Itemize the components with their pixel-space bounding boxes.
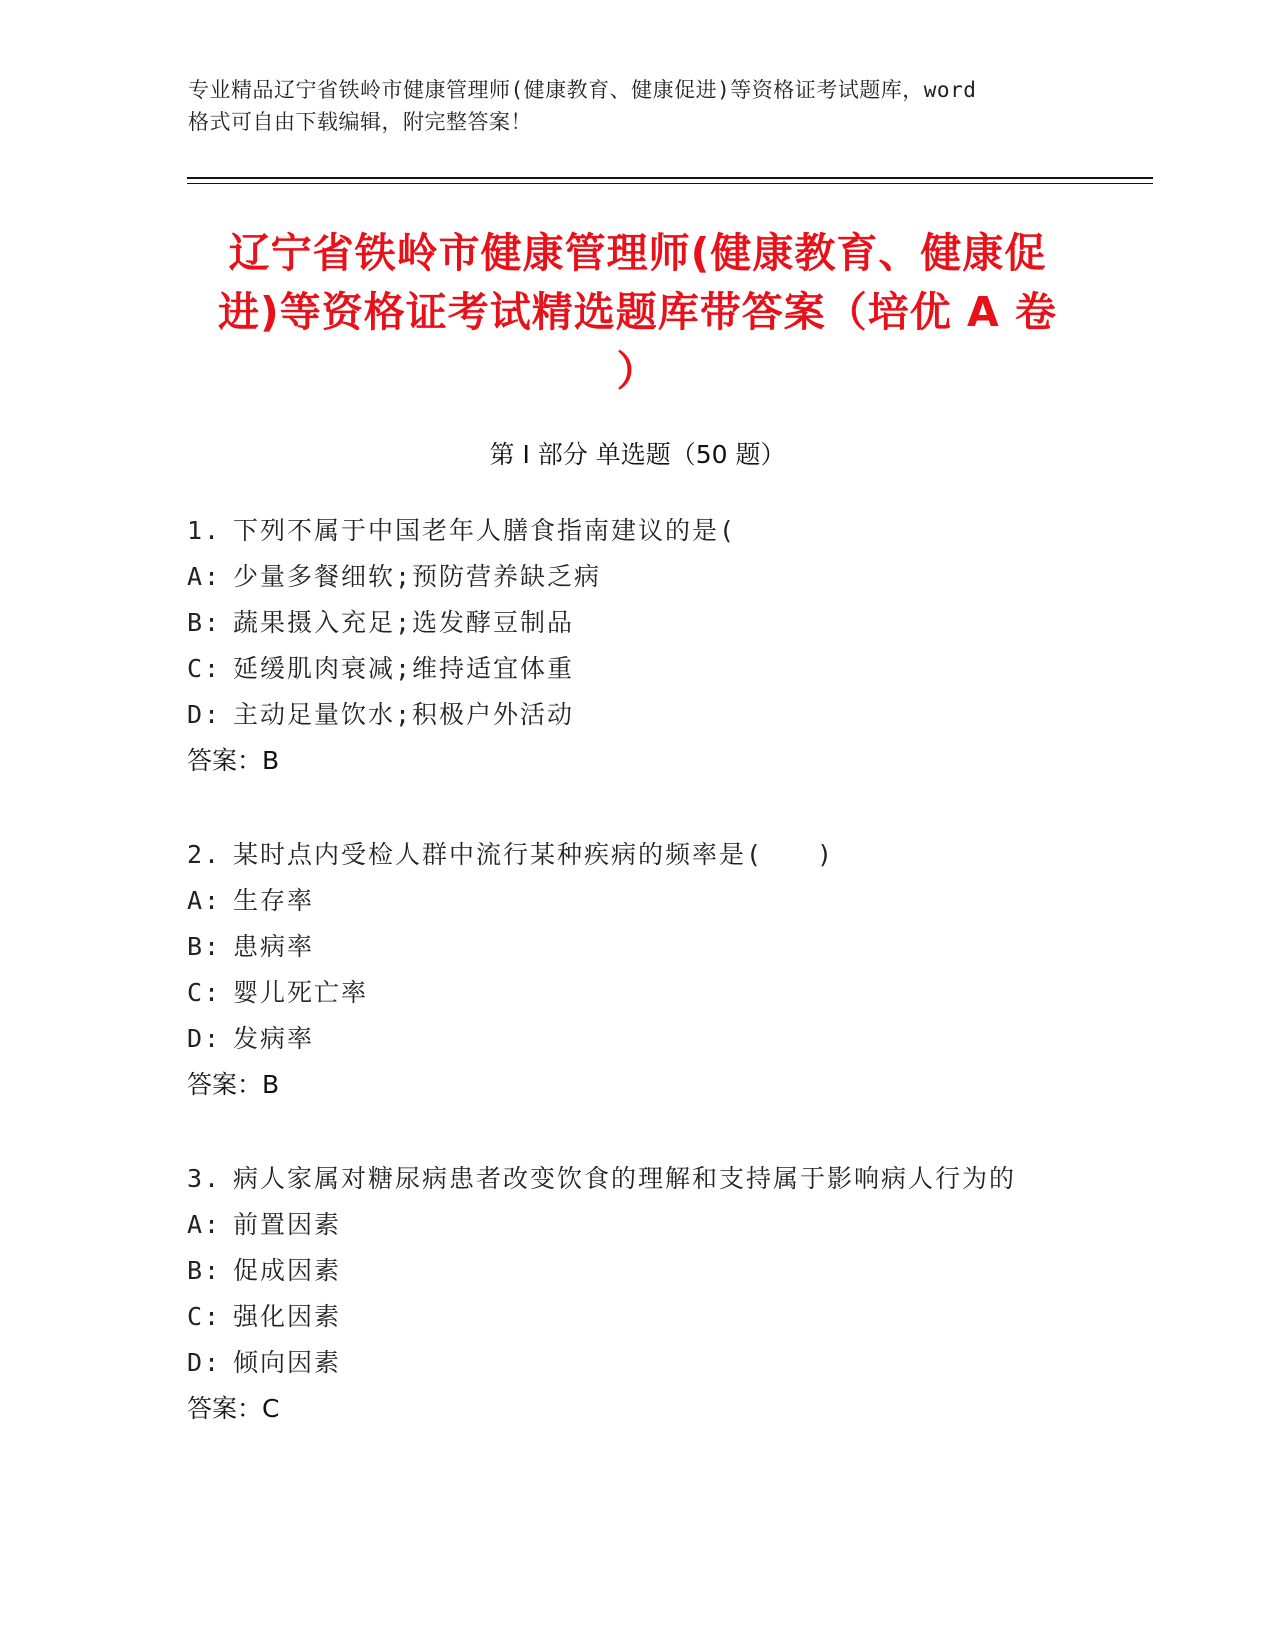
- answer-line: 答案：C: [187, 1394, 280, 1423]
- question-text: 下列不属于中国老年人膳食指南建议的是(: [233, 516, 737, 545]
- option-letter: B:: [187, 608, 222, 637]
- answer-line: 答案：B: [187, 746, 280, 775]
- option-d: [187, 1016, 1087, 1062]
- question-stem: [187, 1156, 1087, 1202]
- option-letter: A:: [187, 562, 222, 591]
- question-text: 某时点内受检人群中流行某种疾病的频率是( ): [233, 840, 835, 869]
- option-text: 蔬果摄入充足;选发酵豆制品: [233, 608, 575, 637]
- question-3: [187, 1156, 1087, 1432]
- document-title: [180, 224, 1095, 401]
- option-letter: B:: [187, 932, 222, 961]
- option-letter: D:: [187, 700, 222, 729]
- header-divider-thin: [187, 183, 1153, 184]
- question-number: 3.: [187, 1164, 222, 1193]
- option-a: [187, 554, 1087, 600]
- question-number: 1.: [187, 516, 222, 545]
- option-text: 强化因素: [233, 1302, 342, 1331]
- question-stem: [187, 508, 1087, 554]
- question-number: 2.: [187, 840, 222, 869]
- answer-line: 答案：B: [187, 1070, 280, 1099]
- question-stem: [187, 832, 1087, 878]
- option-c: [187, 646, 1087, 692]
- header-note-line: 专业精品辽宁省铁岭市健康管理师(健康教育、健康促进)等资格证考试题库，word: [188, 78, 977, 102]
- header-note-line: 格式可自由下载编辑，附完整答案！: [188, 110, 532, 134]
- section-heading: 第 I 部分 单选题（50 题）: [489, 440, 786, 469]
- option-text: 前置因素: [233, 1210, 342, 1239]
- option-text: 患病率: [233, 932, 315, 961]
- option-text: 倾向因素: [233, 1348, 342, 1377]
- header-note: [188, 74, 1088, 138]
- header-divider-thick: [187, 177, 1153, 179]
- option-a: [187, 878, 1087, 924]
- option-letter: C:: [187, 978, 222, 1007]
- document-title-line: 辽宁省铁岭市健康管理师(健康教育、健康促: [228, 229, 1047, 277]
- option-text: 发病率: [233, 1024, 315, 1053]
- option-text: 延缓肌肉衰减;维持适宜体重: [233, 654, 575, 683]
- question-2: [187, 832, 1087, 1108]
- option-letter: A:: [187, 886, 222, 915]
- option-text: 婴儿死亡率: [233, 978, 369, 1007]
- option-b: [187, 924, 1087, 970]
- option-b: [187, 1248, 1087, 1294]
- option-d: [187, 692, 1087, 738]
- option-letter: B:: [187, 1256, 222, 1285]
- option-letter: A:: [187, 1210, 222, 1239]
- option-letter: C:: [187, 654, 222, 683]
- option-c: [187, 1294, 1087, 1340]
- option-letter: D:: [187, 1348, 222, 1377]
- question-text: 病人家属对糖尿病患者改变饮食的理解和支持属于影响病人行为的: [233, 1164, 1017, 1193]
- question-1: [187, 508, 1087, 784]
- document-title-line: 进)等资格证考试精选题库带答案（培优 A 卷: [217, 288, 1057, 336]
- option-text: 主动足量饮水;积极户外活动: [233, 700, 575, 729]
- option-text: 少量多餐细软;预防营养缺乏病: [233, 562, 602, 591]
- option-a: [187, 1202, 1087, 1248]
- option-letter: C:: [187, 1302, 222, 1331]
- option-text: 生存率: [233, 886, 315, 915]
- option-d: [187, 1340, 1087, 1386]
- document-title-line: ）: [616, 347, 659, 395]
- option-letter: D:: [187, 1024, 222, 1053]
- option-c: [187, 970, 1087, 1016]
- option-b: [187, 600, 1087, 646]
- option-text: 促成因素: [233, 1256, 342, 1285]
